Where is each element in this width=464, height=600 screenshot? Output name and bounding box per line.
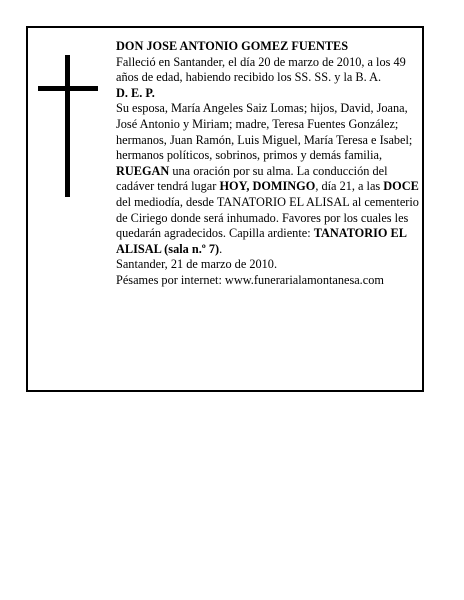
funeral-hour: DOCE bbox=[383, 179, 419, 194]
request-text-2: , día 21, a las bbox=[315, 179, 384, 194]
chapel-location: TANATORIO EL ALISAL (sala n.º 7) bbox=[116, 226, 407, 256]
condolences-line: Pésames por internet: www.funerarialamontanesa.com bbox=[116, 272, 384, 287]
dep-line: D. E. P. bbox=[116, 85, 155, 100]
cross-horizontal-bar bbox=[38, 86, 98, 91]
notice-text bbox=[116, 39, 422, 289]
place-date: Santander, 21 de marzo de 2010. bbox=[116, 257, 278, 272]
request-paragraph bbox=[116, 164, 422, 258]
cross-icon bbox=[38, 55, 98, 197]
deceased-name: DON JOSE ANTONIO GOMEZ FUENTES bbox=[116, 39, 349, 53]
ruegan-word: RUEGAN bbox=[116, 163, 170, 178]
obituary-notice bbox=[26, 26, 424, 392]
request-text-3: del mediodía, desde TANATORIO EL ALISAL al cementerio de Ciriego donde será inhumado. Favores por los cuales les quedarán agradecidos. Capilla ardiente: bbox=[116, 194, 419, 241]
funeral-day: HOY, DOMINGO bbox=[219, 179, 316, 194]
death-info: Falleció en Santander, el día 20 de marzo de 2010, a los 49 años de edad, habiendo recibido los SS. SS. y la B. A. bbox=[116, 54, 406, 85]
cross-vertical-bar bbox=[65, 55, 70, 197]
request-text-1: una oración por su alma. La conducción del cadáver tendrá lugar bbox=[116, 163, 388, 194]
family-list: Su esposa, María Angeles Saiz Lomas; hijos, David, Joana, José Antonio y Miriam; madre, Teresa Fuentes González; hermanos, Juan Ramón, Luis Miguel, María Teresa e Isabel; hermanos políticos, sobrinos, primos y demás familia, bbox=[116, 101, 413, 163]
request-text-4: . bbox=[219, 241, 223, 256]
